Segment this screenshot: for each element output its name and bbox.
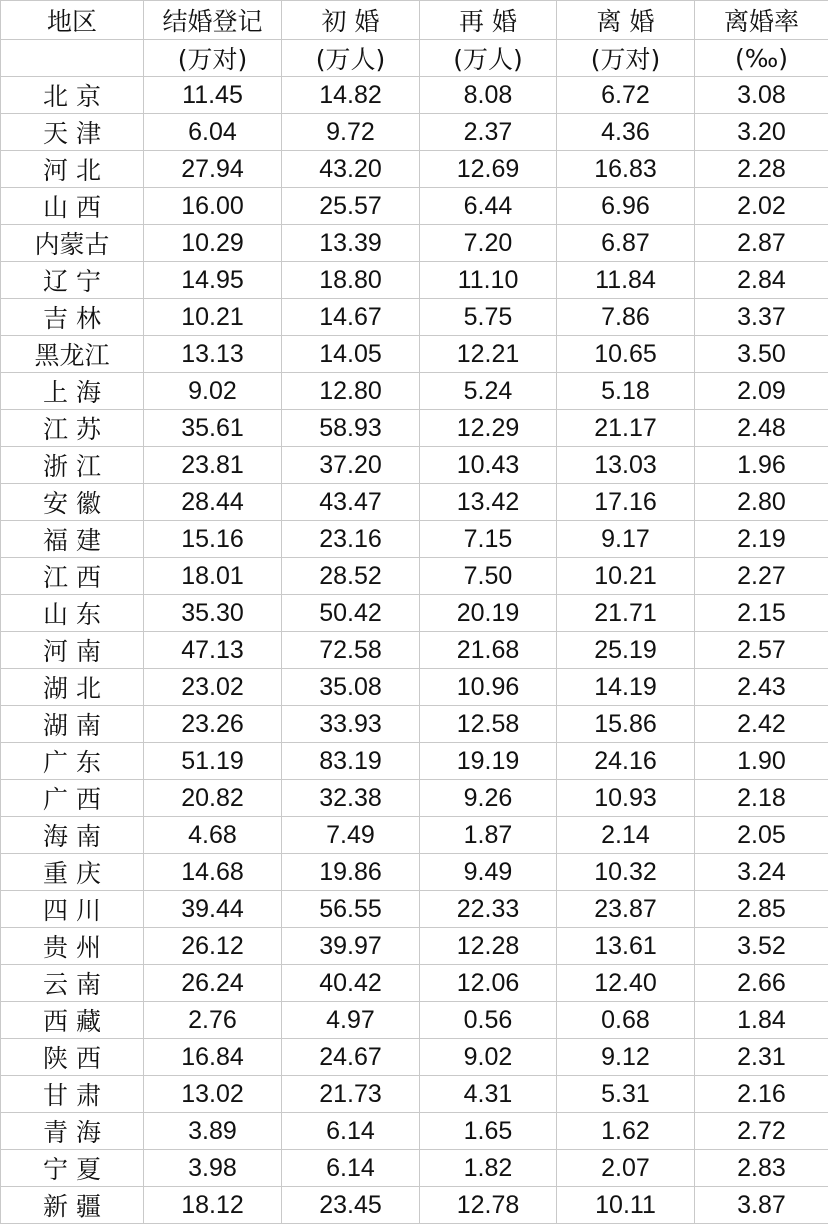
header-cell[interactable]: 离婚率 — [695, 1, 828, 40]
marriage-registrations-cell[interactable]: 2.76 — [144, 1002, 282, 1039]
remarriage-cell[interactable]: 0.56 — [420, 1002, 557, 1039]
region-cell[interactable]: 安 徽 — [1, 484, 144, 521]
divorce-cell[interactable]: 13.03 — [557, 447, 695, 484]
first-marriage-cell[interactable]: 83.19 — [282, 743, 420, 780]
region-cell[interactable]: 浙 江 — [1, 447, 144, 484]
marriage-registrations-cell[interactable]: 35.30 — [144, 595, 282, 632]
table-row — [1, 1150, 828, 1187]
first-marriage-cell[interactable]: 6.14 — [282, 1113, 420, 1150]
marriage-registrations-cell[interactable]: 23.26 — [144, 706, 282, 743]
region-cell[interactable]: 海 南 — [1, 817, 144, 854]
first-marriage-cell[interactable]: 43.47 — [282, 484, 420, 521]
remarriage-cell[interactable]: 1.87 — [420, 817, 557, 854]
first-marriage-cell[interactable]: 58.93 — [282, 410, 420, 447]
table-row — [1, 965, 828, 1002]
first-marriage-cell[interactable]: 14.82 — [282, 77, 420, 114]
remarriage-cell[interactable]: 20.19 — [420, 595, 557, 632]
divorce-cell[interactable]: 10.32 — [557, 854, 695, 891]
divorce-cell[interactable]: 2.07 — [557, 1150, 695, 1187]
region-cell[interactable]: 云 南 — [1, 965, 144, 1002]
divorce-rate-cell[interactable]: 2.16 — [695, 1076, 828, 1113]
divorce-rate-cell[interactable]: 2.27 — [695, 558, 828, 595]
remarriage-cell[interactable]: 8.08 — [420, 77, 557, 114]
first-marriage-cell[interactable]: 23.45 — [282, 1187, 420, 1224]
table-row — [1, 1039, 828, 1076]
remarriage-cell[interactable]: 21.68 — [420, 632, 557, 669]
divorce-rate-cell[interactable]: 2.05 — [695, 817, 828, 854]
divorce-rate-cell[interactable]: 2.83 — [695, 1150, 828, 1187]
remarriage-cell[interactable]: 6.44 — [420, 188, 557, 225]
marriage-registrations-cell[interactable]: 39.44 — [144, 891, 282, 928]
divorce-rate-cell[interactable]: 2.15 — [695, 595, 828, 632]
divorce-cell[interactable]: 9.12 — [557, 1039, 695, 1076]
remarriage-cell[interactable]: 12.21 — [420, 336, 557, 373]
region-cell[interactable]: 吉 林 — [1, 299, 144, 336]
first-marriage-cell[interactable]: 72.58 — [282, 632, 420, 669]
table-row — [1, 558, 828, 595]
marriage-registrations-cell[interactable]: 4.68 — [144, 817, 282, 854]
divorce-rate-cell[interactable]: 2.19 — [695, 521, 828, 558]
remarriage-cell[interactable]: 9.49 — [420, 854, 557, 891]
divorce-cell[interactable]: 21.71 — [557, 595, 695, 632]
region-cell[interactable]: 河 北 — [1, 151, 144, 188]
divorce-cell[interactable]: 6.96 — [557, 188, 695, 225]
remarriage-cell[interactable]: 9.26 — [420, 780, 557, 817]
divorce-cell[interactable]: 0.68 — [557, 1002, 695, 1039]
region-cell[interactable]: 湖 北 — [1, 669, 144, 706]
divorce-rate-cell[interactable]: 2.02 — [695, 188, 828, 225]
region-cell[interactable]: 湖 南 — [1, 706, 144, 743]
divorce-rate-cell[interactable]: 2.66 — [695, 965, 828, 1002]
first-marriage-cell[interactable]: 43.20 — [282, 151, 420, 188]
marriage-registrations-cell[interactable]: 10.29 — [144, 225, 282, 262]
first-marriage-cell[interactable]: 6.14 — [282, 1150, 420, 1187]
marriage-registrations-cell[interactable]: 27.94 — [144, 151, 282, 188]
remarriage-cell[interactable]: 7.20 — [420, 225, 557, 262]
divorce-cell[interactable]: 11.84 — [557, 262, 695, 299]
remarriage-cell[interactable]: 4.31 — [420, 1076, 557, 1113]
remarriage-cell[interactable]: 12.58 — [420, 706, 557, 743]
region-cell[interactable]: 四 川 — [1, 891, 144, 928]
region-cell[interactable]: 上 海 — [1, 373, 144, 410]
divorce-rate-cell[interactable]: 2.09 — [695, 373, 828, 410]
first-marriage-cell[interactable]: 12.80 — [282, 373, 420, 410]
marriage-registrations-cell[interactable]: 11.45 — [144, 77, 282, 114]
divorce-cell[interactable]: 2.14 — [557, 817, 695, 854]
divorce-rate-cell[interactable]: 2.87 — [695, 225, 828, 262]
divorce-rate-cell[interactable]: 3.37 — [695, 299, 828, 336]
remarriage-cell[interactable]: 1.82 — [420, 1150, 557, 1187]
divorce-cell[interactable]: 1.62 — [557, 1113, 695, 1150]
divorce-rate-cell[interactable]: 3.52 — [695, 928, 828, 965]
divorce-rate-cell[interactable]: 2.42 — [695, 706, 828, 743]
first-marriage-cell[interactable]: 37.20 — [282, 447, 420, 484]
table-row — [1, 632, 828, 669]
table-row — [1, 595, 828, 632]
divorce-rate-cell[interactable]: 2.48 — [695, 410, 828, 447]
first-marriage-cell[interactable]: 7.49 — [282, 817, 420, 854]
table-row — [1, 410, 828, 447]
divorce-cell[interactable]: 6.87 — [557, 225, 695, 262]
first-marriage-cell[interactable]: 39.97 — [282, 928, 420, 965]
divorce-cell[interactable]: 21.17 — [557, 410, 695, 447]
marriage-registrations-cell[interactable]: 51.19 — [144, 743, 282, 780]
header-cell[interactable]: 离 婚 — [557, 1, 695, 40]
marriage-registrations-cell[interactable]: 6.04 — [144, 114, 282, 151]
marriage-registrations-cell[interactable]: 20.82 — [144, 780, 282, 817]
marriage-registrations-cell[interactable]: 13.13 — [144, 336, 282, 373]
table-row — [1, 447, 828, 484]
header-row-titles — [1, 1, 828, 40]
first-marriage-cell[interactable]: 9.72 — [282, 114, 420, 151]
region-cell[interactable]: 天 津 — [1, 114, 144, 151]
first-marriage-cell[interactable]: 19.86 — [282, 854, 420, 891]
unit-cell[interactable]: (万对) — [557, 40, 695, 77]
table-row — [1, 336, 828, 373]
header-cell[interactable]: 结婚登记 — [144, 1, 282, 40]
table-row — [1, 706, 828, 743]
marriage-registrations-cell[interactable]: 14.95 — [144, 262, 282, 299]
first-marriage-cell[interactable]: 23.16 — [282, 521, 420, 558]
marriage-registrations-cell[interactable]: 3.89 — [144, 1113, 282, 1150]
table-row — [1, 669, 828, 706]
marriage-registrations-cell[interactable]: 26.12 — [144, 928, 282, 965]
region-cell[interactable]: 福 建 — [1, 521, 144, 558]
first-marriage-cell[interactable]: 50.42 — [282, 595, 420, 632]
remarriage-cell[interactable]: 5.75 — [420, 299, 557, 336]
region-cell[interactable]: 江 西 — [1, 558, 144, 595]
divorce-cell[interactable]: 17.16 — [557, 484, 695, 521]
first-marriage-cell[interactable]: 24.67 — [282, 1039, 420, 1076]
table-row — [1, 114, 828, 151]
divorce-rate-cell[interactable]: 1.84 — [695, 1002, 828, 1039]
table-row — [1, 817, 828, 854]
remarriage-cell[interactable]: 2.37 — [420, 114, 557, 151]
region-cell[interactable]: 青 海 — [1, 1113, 144, 1150]
table-row — [1, 521, 828, 558]
region-cell[interactable]: 重 庆 — [1, 854, 144, 891]
unit-cell[interactable]: (万人) — [282, 40, 420, 77]
divorce-cell[interactable]: 15.86 — [557, 706, 695, 743]
remarriage-cell[interactable]: 22.33 — [420, 891, 557, 928]
first-marriage-cell[interactable]: 28.52 — [282, 558, 420, 595]
divorce-cell[interactable]: 24.16 — [557, 743, 695, 780]
marriage-registrations-cell[interactable]: 28.44 — [144, 484, 282, 521]
divorce-rate-cell[interactable]: 3.20 — [695, 114, 828, 151]
remarriage-cell[interactable]: 19.19 — [420, 743, 557, 780]
remarriage-cell[interactable]: 1.65 — [420, 1113, 557, 1150]
table-row — [1, 854, 828, 891]
header-cell[interactable]: 再 婚 — [420, 1, 557, 40]
table-row — [1, 1002, 828, 1039]
first-marriage-cell[interactable]: 4.97 — [282, 1002, 420, 1039]
remarriage-cell[interactable]: 7.50 — [420, 558, 557, 595]
remarriage-cell[interactable]: 9.02 — [420, 1039, 557, 1076]
remarriage-cell[interactable]: 10.43 — [420, 447, 557, 484]
divorce-cell[interactable]: 6.72 — [557, 77, 695, 114]
divorce-rate-cell[interactable]: 3.87 — [695, 1187, 828, 1224]
region-cell[interactable]: 山 东 — [1, 595, 144, 632]
region-cell[interactable]: 河 南 — [1, 632, 144, 669]
region-cell[interactable]: 黑龙江 — [1, 336, 144, 373]
divorce-cell[interactable]: 12.40 — [557, 965, 695, 1002]
first-marriage-cell[interactable]: 35.08 — [282, 669, 420, 706]
divorce-rate-cell[interactable]: 1.90 — [695, 743, 828, 780]
unit-cell[interactable] — [1, 40, 144, 77]
table-row — [1, 225, 828, 262]
region-cell[interactable]: 山 西 — [1, 188, 144, 225]
divorce-rate-cell[interactable]: 3.08 — [695, 77, 828, 114]
table-row — [1, 373, 828, 410]
header-row-units — [1, 40, 828, 77]
region-cell[interactable]: 内蒙古 — [1, 225, 144, 262]
divorce-cell[interactable]: 9.17 — [557, 521, 695, 558]
table-row — [1, 151, 828, 188]
table-row — [1, 188, 828, 225]
first-marriage-cell[interactable]: 13.39 — [282, 225, 420, 262]
region-cell[interactable]: 西 藏 — [1, 1002, 144, 1039]
marriage-registrations-cell[interactable]: 18.12 — [144, 1187, 282, 1224]
divorce-cell[interactable]: 5.18 — [557, 373, 695, 410]
header-cell[interactable]: 初 婚 — [282, 1, 420, 40]
marriage-registrations-cell[interactable]: 23.02 — [144, 669, 282, 706]
region-cell[interactable]: 甘 肃 — [1, 1076, 144, 1113]
remarriage-cell[interactable]: 12.69 — [420, 151, 557, 188]
table-row — [1, 484, 828, 521]
divorce-rate-cell[interactable]: 1.96 — [695, 447, 828, 484]
header-cell[interactable]: 地区 — [1, 1, 144, 40]
marriage-registrations-cell[interactable]: 18.01 — [144, 558, 282, 595]
divorce-cell[interactable]: 13.61 — [557, 928, 695, 965]
divorce-rate-cell[interactable]: 2.18 — [695, 780, 828, 817]
first-marriage-cell[interactable]: 25.57 — [282, 188, 420, 225]
first-marriage-cell[interactable]: 40.42 — [282, 965, 420, 1002]
marriage-registrations-cell[interactable]: 26.24 — [144, 965, 282, 1002]
marriage-registrations-cell[interactable]: 47.13 — [144, 632, 282, 669]
remarriage-cell[interactable]: 12.29 — [420, 410, 557, 447]
unit-cell[interactable]: (万人) — [420, 40, 557, 77]
divorce-rate-cell[interactable]: 2.72 — [695, 1113, 828, 1150]
divorce-rate-cell[interactable]: 2.57 — [695, 632, 828, 669]
remarriage-cell[interactable]: 12.78 — [420, 1187, 557, 1224]
region-cell[interactable]: 贵 州 — [1, 928, 144, 965]
remarriage-cell[interactable]: 5.24 — [420, 373, 557, 410]
first-marriage-cell[interactable]: 14.67 — [282, 299, 420, 336]
divorce-rate-cell[interactable]: 3.50 — [695, 336, 828, 373]
remarriage-cell[interactable]: 7.15 — [420, 521, 557, 558]
divorce-rate-cell[interactable]: 2.31 — [695, 1039, 828, 1076]
divorce-cell[interactable]: 10.11 — [557, 1187, 695, 1224]
table-row — [1, 1113, 828, 1150]
marriage-registrations-cell[interactable]: 16.00 — [144, 188, 282, 225]
unit-cell[interactable]: (万对) — [144, 40, 282, 77]
divorce-cell[interactable]: 5.31 — [557, 1076, 695, 1113]
divorce-cell[interactable]: 4.36 — [557, 114, 695, 151]
unit-cell[interactable]: (‰) — [695, 40, 828, 77]
table-row — [1, 262, 828, 299]
first-marriage-cell[interactable]: 56.55 — [282, 891, 420, 928]
divorce-cell[interactable]: 10.65 — [557, 336, 695, 373]
first-marriage-cell[interactable]: 18.80 — [282, 262, 420, 299]
marriage-registrations-cell[interactable]: 35.61 — [144, 410, 282, 447]
region-cell[interactable]: 陕 西 — [1, 1039, 144, 1076]
region-cell[interactable]: 广 东 — [1, 743, 144, 780]
table-row — [1, 77, 828, 114]
remarriage-cell[interactable]: 12.06 — [420, 965, 557, 1002]
first-marriage-cell[interactable]: 21.73 — [282, 1076, 420, 1113]
marriage-registrations-cell[interactable]: 15.16 — [144, 521, 282, 558]
marriage-registrations-cell[interactable]: 9.02 — [144, 373, 282, 410]
marriage-registrations-cell[interactable]: 13.02 — [144, 1076, 282, 1113]
remarriage-cell[interactable]: 12.28 — [420, 928, 557, 965]
table-row — [1, 299, 828, 336]
remarriage-cell[interactable]: 13.42 — [420, 484, 557, 521]
marriage-registrations-cell[interactable]: 23.81 — [144, 447, 282, 484]
divorce-cell[interactable]: 14.19 — [557, 669, 695, 706]
divorce-cell[interactable]: 7.86 — [557, 299, 695, 336]
marriage-registrations-cell[interactable]: 14.68 — [144, 854, 282, 891]
divorce-cell[interactable]: 25.19 — [557, 632, 695, 669]
marriage-registrations-cell[interactable]: 16.84 — [144, 1039, 282, 1076]
remarriage-cell[interactable]: 10.96 — [420, 669, 557, 706]
table-row — [1, 928, 828, 965]
first-marriage-cell[interactable]: 32.38 — [282, 780, 420, 817]
first-marriage-cell[interactable]: 14.05 — [282, 336, 420, 373]
divorce-cell[interactable]: 10.21 — [557, 558, 695, 595]
region-cell[interactable]: 江 苏 — [1, 410, 144, 447]
divorce-rate-cell[interactable]: 2.80 — [695, 484, 828, 521]
divorce-cell[interactable]: 23.87 — [557, 891, 695, 928]
table-row — [1, 780, 828, 817]
first-marriage-cell[interactable]: 33.93 — [282, 706, 420, 743]
divorce-rate-cell[interactable]: 2.84 — [695, 262, 828, 299]
divorce-cell[interactable]: 10.93 — [557, 780, 695, 817]
table-row — [1, 1187, 828, 1224]
table-row — [1, 1076, 828, 1113]
marriage-registrations-cell[interactable]: 3.98 — [144, 1150, 282, 1187]
divorce-rate-cell[interactable]: 2.85 — [695, 891, 828, 928]
table-row — [1, 891, 828, 928]
divorce-rate-cell[interactable]: 2.43 — [695, 669, 828, 706]
divorce-rate-cell[interactable]: 2.28 — [695, 151, 828, 188]
table-row — [1, 743, 828, 780]
divorce-rate-cell[interactable]: 3.24 — [695, 854, 828, 891]
region-cell[interactable]: 新 疆 — [1, 1187, 144, 1224]
remarriage-cell[interactable]: 11.10 — [420, 262, 557, 299]
region-cell[interactable]: 宁 夏 — [1, 1150, 144, 1187]
region-cell[interactable]: 北 京 — [1, 77, 144, 114]
region-cell[interactable]: 辽 宁 — [1, 262, 144, 299]
marriage-registrations-cell[interactable]: 10.21 — [144, 299, 282, 336]
region-cell[interactable]: 广 西 — [1, 780, 144, 817]
divorce-cell[interactable]: 16.83 — [557, 151, 695, 188]
